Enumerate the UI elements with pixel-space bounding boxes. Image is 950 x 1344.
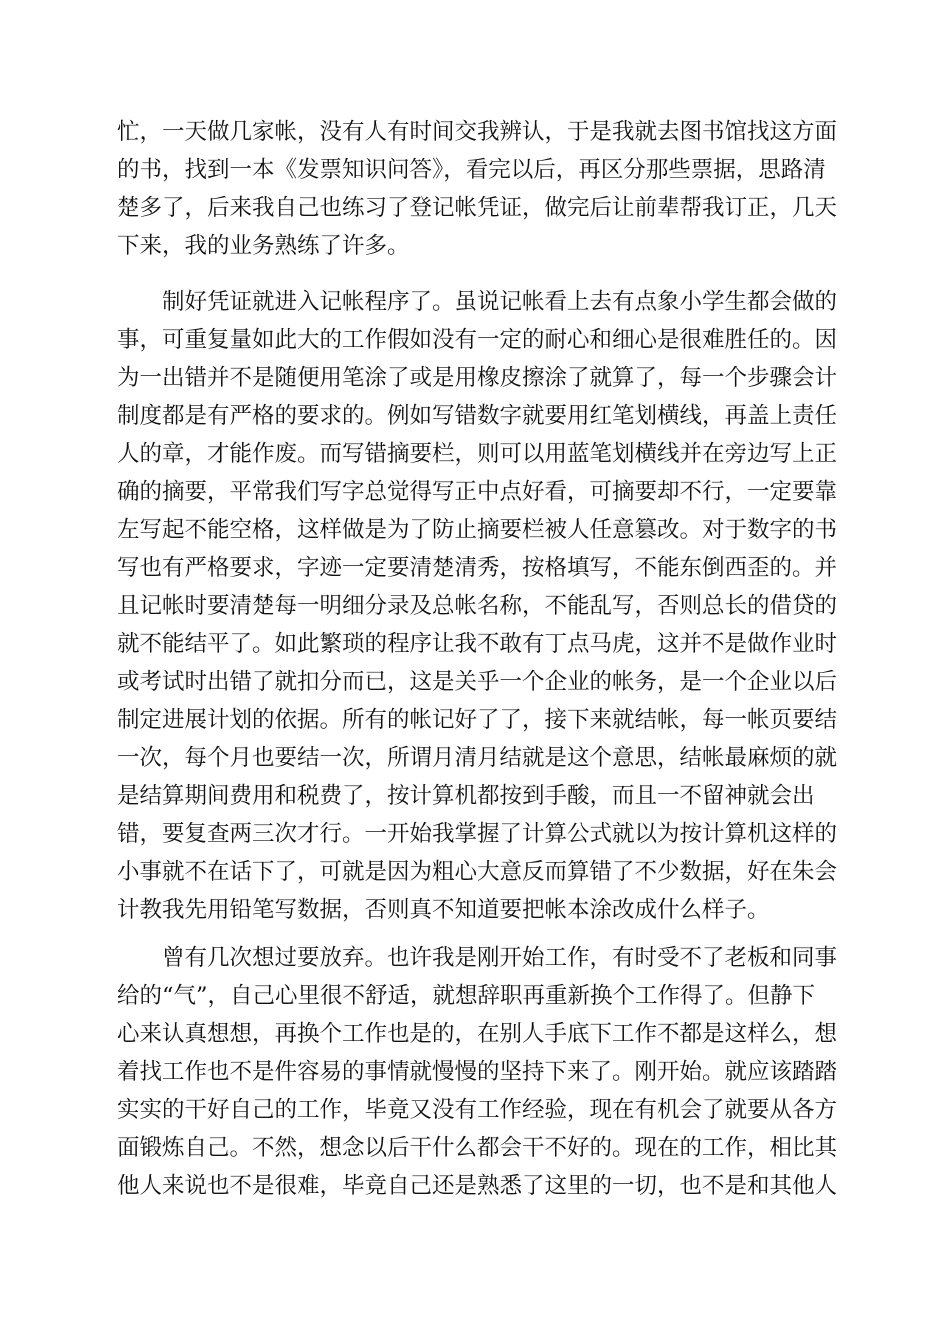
text-line: 为一出错并不是随便用笔涂了或是用橡皮擦涂了就算了，每一个步骤会计: [117, 365, 837, 391]
text-line: 他人来说也不是很难，毕竟自己还是熟悉了这里的一切，也不是和其他人: [117, 1173, 837, 1199]
text-line: 或考试时出错了就扣分而已，这是关乎一个企业的帐务，是一个企业以后: [117, 669, 837, 695]
text-line: 错，要复查两三次才行。一开始我掌握了计算公式就以为按计算机这样的: [117, 821, 837, 847]
text-line: 给的“气”，自己心里很不舒适，就想辞职再重新换个工作得了。但静下: [117, 983, 816, 1009]
text-line: 着找工作也不是件容易的事情就慢慢的坚持下来了。刚开始。就应该踏踏: [117, 1059, 837, 1085]
text-line: 制定进展计划的依据。所有的帐记好了了，接下来就结帐，每一帐页要结: [117, 707, 837, 733]
text-line: 制好凭证就进入记帐程序了。虽说记帐看上去有点象小学生都会做的: [162, 289, 837, 315]
text-line: 的书，找到一本《发票知识问答》，看完以后，再区分那些票据，思路清: [117, 157, 826, 183]
text-line: 面锻炼自己。不然，想念以后干什么都会干不好的。现在的工作，相比其: [117, 1135, 837, 1161]
paragraph-2: [117, 283, 837, 929]
text-line: 心来认真想想，再换个工作也是的，在别人手底下工作不都是这样么，想: [117, 1021, 837, 1047]
text-line: 写也有严格要求，字迹一定要清楚清秀，按格填写，不能东倒西歪的。并: [117, 555, 837, 581]
text-line: 小事就不在话下了，可就是因为粗心大意反而算错了不少数据，好在朱会: [117, 859, 837, 885]
text-line: 左写起不能空格，这样做是为了防止摘要栏被人任意篡改。对于数字的书: [117, 517, 837, 543]
text-line: 制度都是有严格的要求的。例如写错数字就要用红笔划横线，再盖上责任: [117, 403, 837, 429]
paragraph-3: [117, 939, 837, 1205]
text-line: 且记帐时要清楚每一明细分录及总帐名称，不能乱写，否则总长的借贷的: [117, 593, 837, 619]
paragraph-1: [117, 113, 837, 265]
text-line: 忙，一天做几家帐，没有人有时间交我辨认，于是我就去图书馆找这方面: [117, 119, 837, 145]
text-line: 就不能结平了。如此繁琐的程序让我不敢有丁点马虎，这并不是做作业时: [117, 631, 837, 657]
text-line: 确的摘要，平常我们写字总觉得写正中点好看，可摘要却不行，一定要靠: [117, 479, 837, 505]
text-line: 人的章，才能作废。而写错摘要栏，则可以用蓝笔划横线并在旁边写上正: [117, 441, 837, 467]
text-line: 计教我先用铅笔写数据，否则真不知道要把帐本涂改成什么样子。: [117, 897, 770, 923]
text-line: 是结算期间费用和税费了，按计算机都按到手酸，而且一不留神就会出: [117, 783, 815, 809]
text-line: 楚多了，后来我自己也练习了登记帐凭证，做完后让前辈帮我订正，几天: [117, 195, 837, 221]
text-line: 事，可重复量如此大的工作假如没有一定的耐心和细心是很难胜任的。因: [117, 327, 837, 353]
text-line: 下来，我的业务熟练了许多。: [117, 233, 410, 259]
text-line: 实实的干好自己的工作，毕竟又没有工作经验，现在有机会了就要从各方: [117, 1097, 837, 1123]
text-line: 一次，每个月也要结一次，所谓月清月结就是这个意思，结帐最麻烦的就: [117, 745, 837, 771]
text-line: 曾有几次想过要放弃。也许我是刚开始工作，有时受不了老板和同事: [162, 945, 837, 971]
